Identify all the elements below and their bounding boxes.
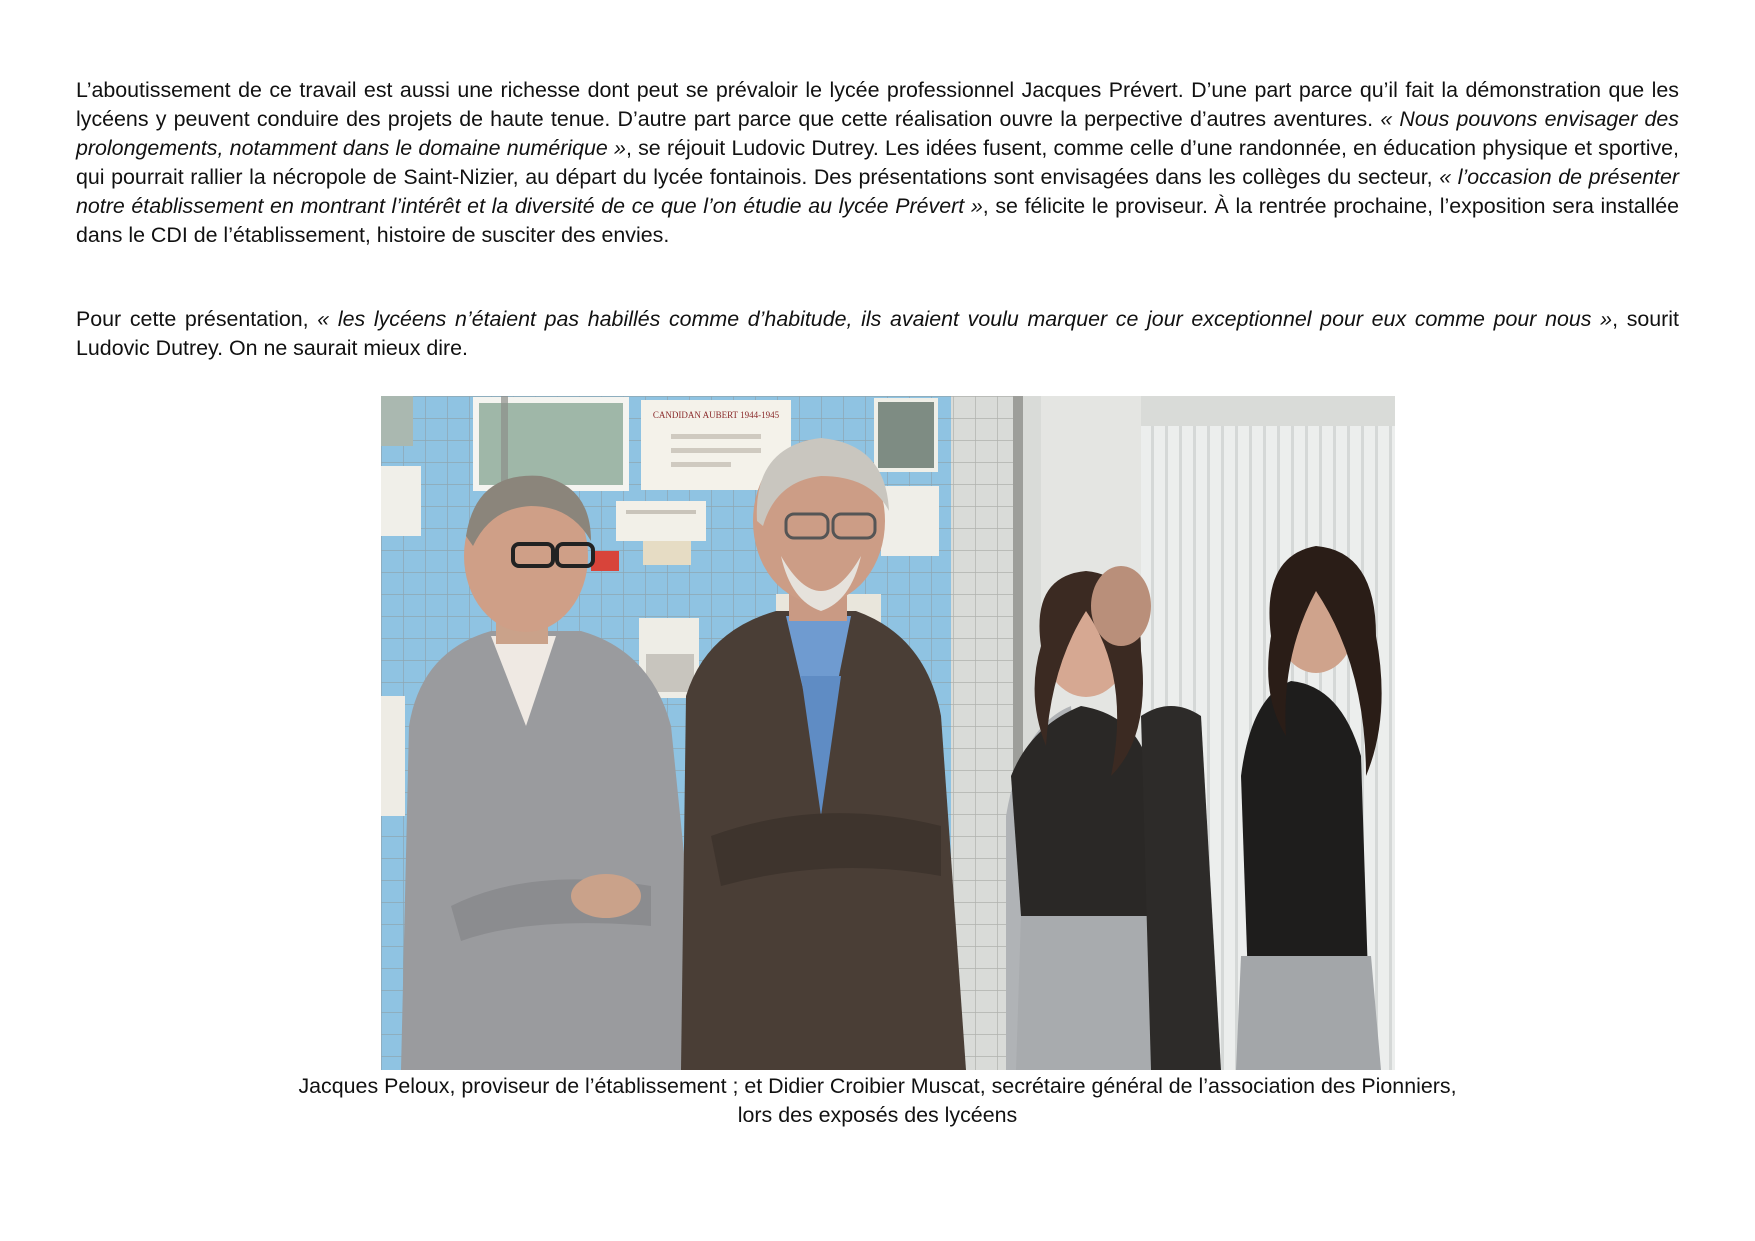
paragraph-1-text-3: , se félicite le proviseur. À la rentrée prochaine, l’exposition sera installée dans le CDI de l’établissement, histoire de susciter des envies. [76,194,1679,248]
poster-text-line [671,462,731,467]
poster-photo-stone [876,400,936,470]
article-paragraph-2 [76,305,1679,363]
student-right-jeans [1236,956,1381,1070]
poster-text-line [671,434,761,439]
poster-text-line [626,510,696,514]
caption-line-2: lors des exposés des lycéens [737,1103,1018,1127]
poster-photo-memorial [476,400,626,488]
paragraph-1-text-2: , se réjouit Ludovic Dutrey. Les idées fusent, comme celle d’une randonnée, en éducation physique et sportive, qui pourrait rallier la nécropole de Saint-Nizier, au départ du lycée fontainois. Des présentations sont envisagées dans les collèges du secteur, [76,136,1680,190]
hands [571,874,641,918]
poster-heading: CANDIDAN AUBERT 1944-1945 [652,410,780,420]
article-paragraph-1 [76,76,1679,251]
paragraph-2-text-2: , sourit Ludovic Dutrey. On ne saurait mieux dire. [76,307,1680,361]
poster-card-left [381,466,421,536]
grey-jacket [401,631,706,1070]
poster-text-line [671,448,761,453]
poster-card-lower-left [381,696,405,816]
poster-photo-left [381,396,413,446]
paragraph-2-quote-1: « les lycéens n’étaient pas habillés comme d’habitude, ils avaient voulu marquer ce jour exceptionnel pour eux comme pour nous » [317,307,1613,331]
student-behind-face [1091,566,1151,646]
poster-small-card [616,501,706,541]
poster-red-tag [591,551,619,571]
paragraph-1-text-1: L’aboutissement de ce travail est aussi une richesse dont peut se prévaloir le lycée professionnel Jacques Prévert. D’une part parce qu’il fait la démonstration que les lycéens y peuvent conduire des projets de haute tenue. D’autre part parce que cette réalisation ouvre la perpective d’autres aventures. [76,78,1679,132]
photo-illustration [381,396,1395,1070]
photo-caption [180,1072,1575,1130]
poster-card-right [881,486,939,556]
event-photo [381,396,1395,1070]
poster-label-card [643,541,691,565]
caption-line-1: Jacques Peloux, proviseur de l’établissement ; et Didier Croibier Muscat, secrétaire général de l’association des Pionniers, [298,1074,1457,1098]
paragraph-1-quote-2: « l’occasion de présenter notre établissement en montrant l’intérêt et la diversité de ce que l’on étudie au lycée Prévert » [76,165,1679,219]
paragraph-1-quote-1: « Nous pouvons envisager des prolongements, notamment dans le domaine numérique » [76,107,1679,161]
paragraph-2-text-1: Pour cette présentation, [76,307,318,331]
